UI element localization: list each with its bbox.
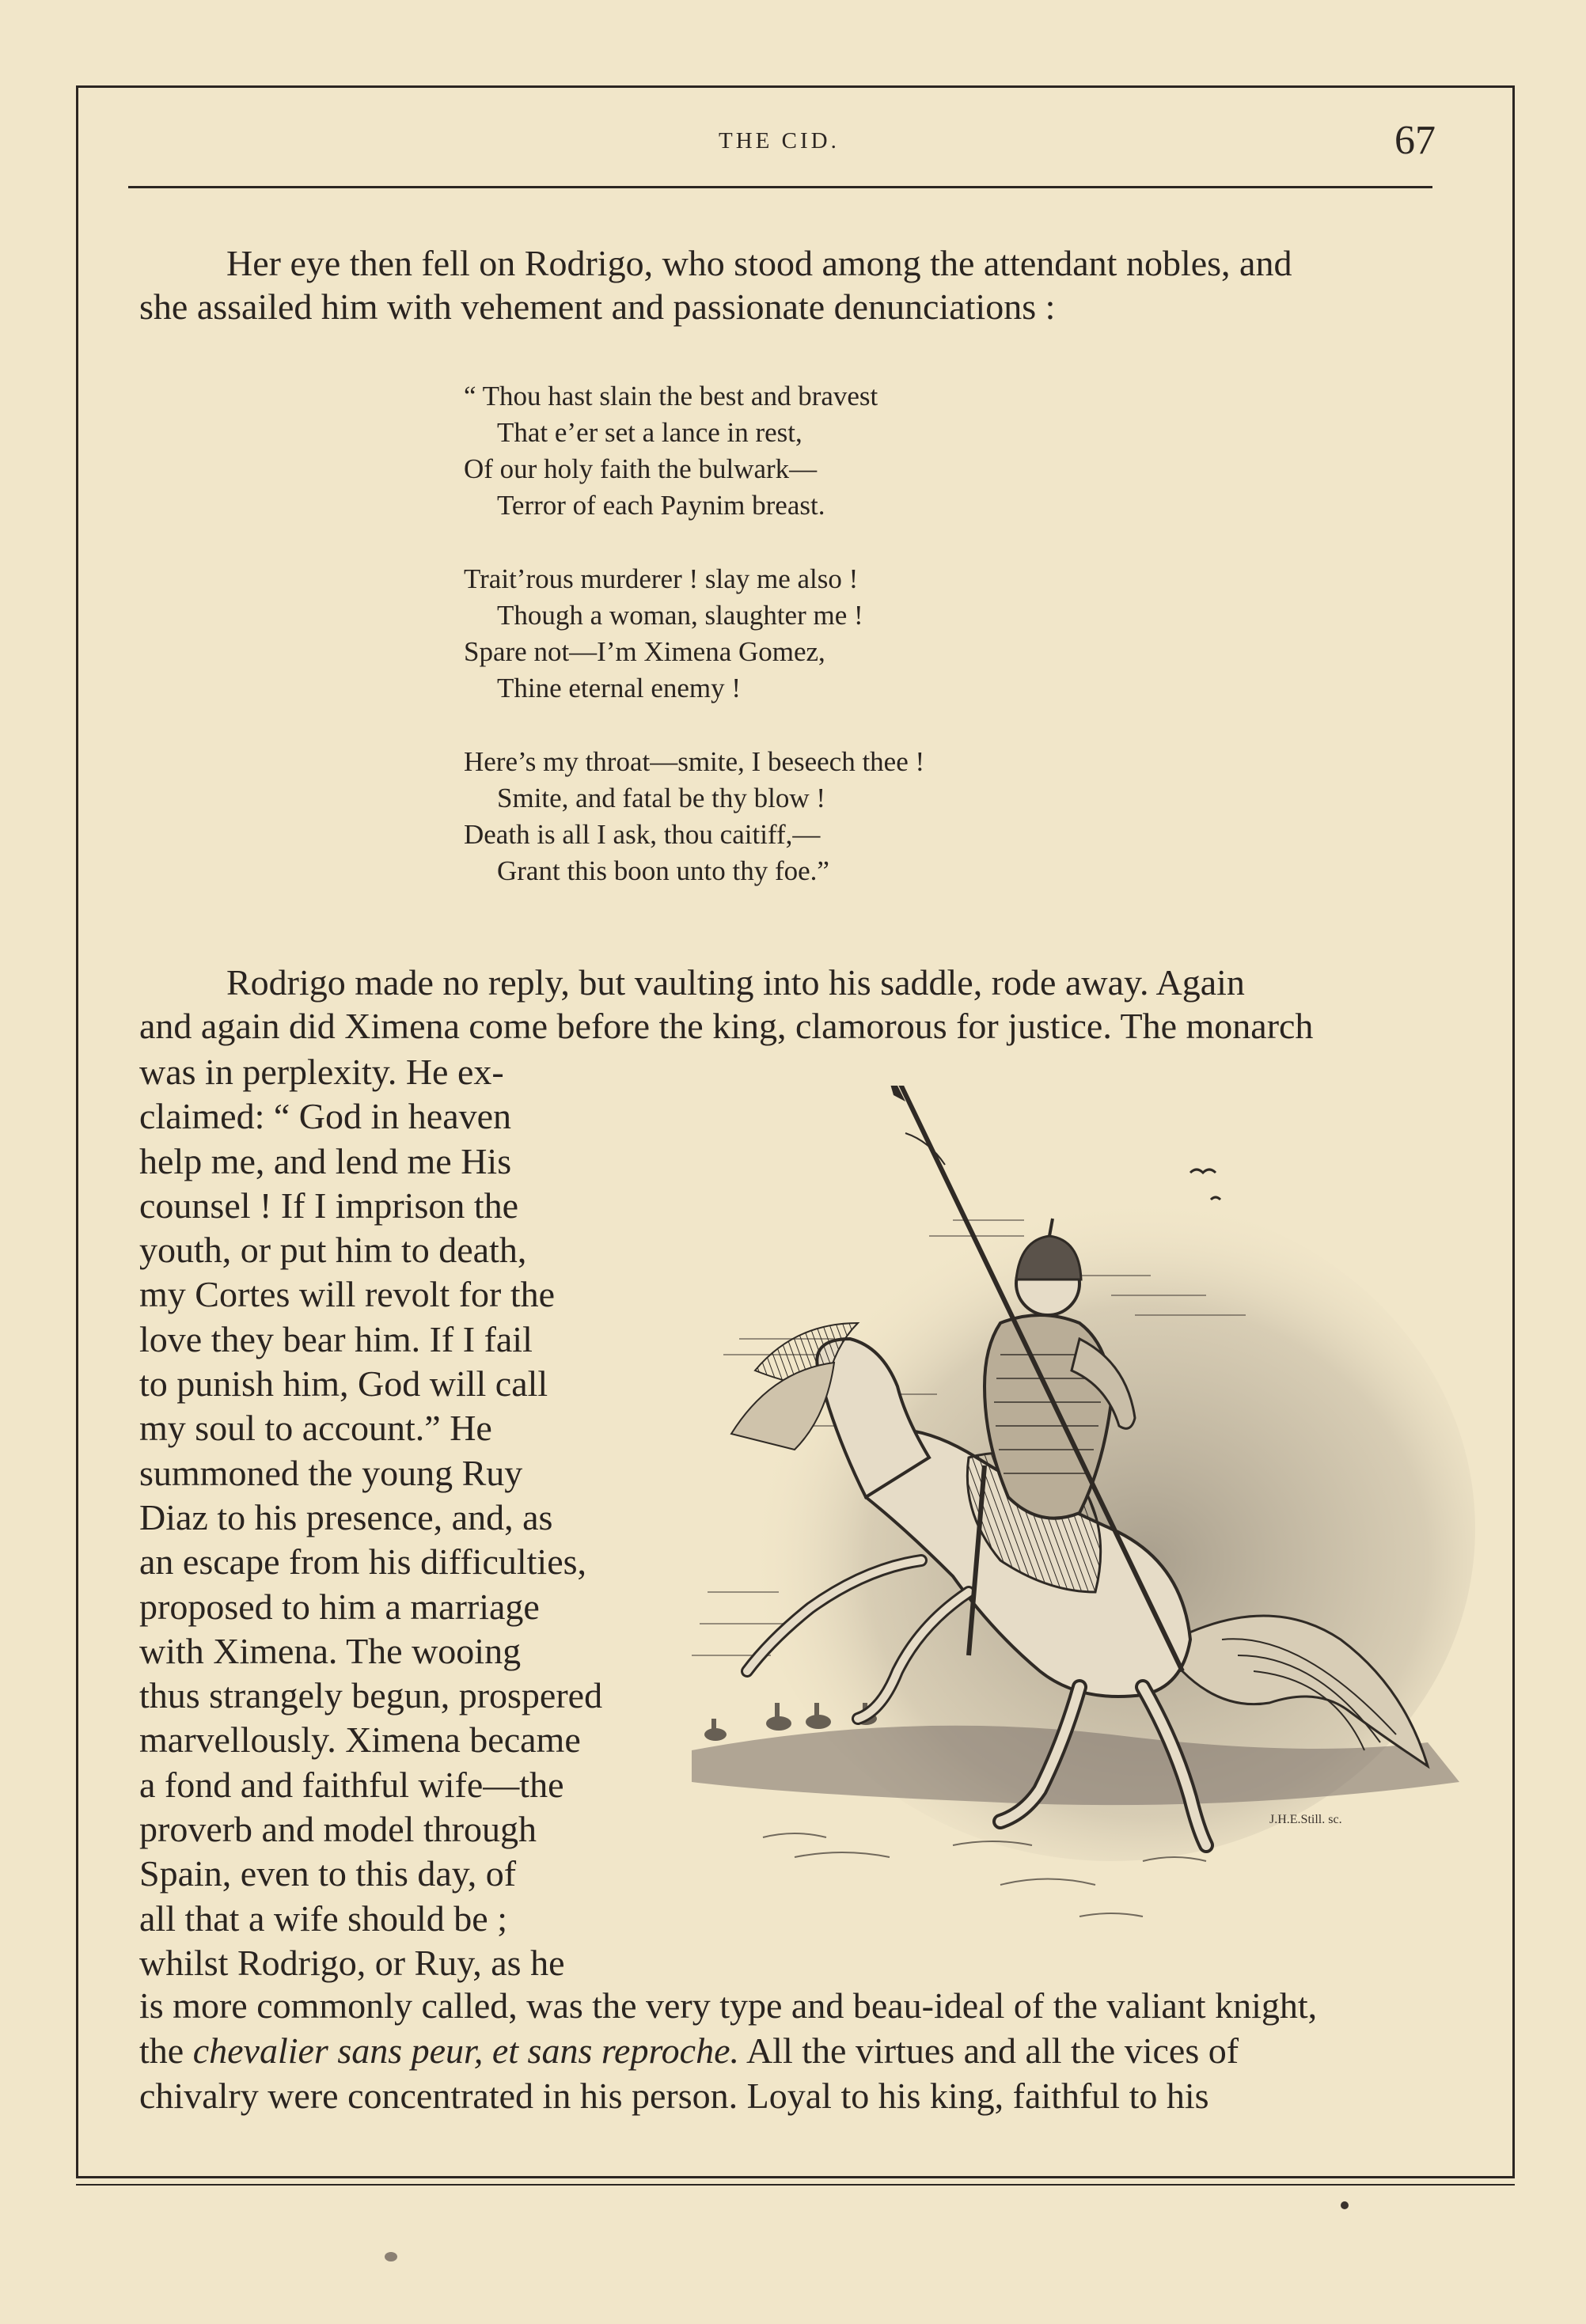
engraving-knight-on-horse <box>668 1086 1501 1959</box>
page-number: 67 <box>1394 118 1436 163</box>
text-line: counsel ! If I imprison the <box>139 1185 519 1226</box>
text-line: love they bear him. If I fail <box>139 1318 533 1359</box>
paragraph-main-column <box>139 1050 639 1985</box>
text-line: thus strangely begun, prospered <box>139 1675 603 1716</box>
text-line: Her eye then fell on Rodrigo, who stood among the attendant nobles, and <box>226 243 1292 283</box>
text-line: she assailed him with vehement and passionate denunciations : <box>139 286 1056 327</box>
verse-line: Spare not—I’m Ximena Gomez, <box>464 636 825 667</box>
text-line: with Ximena. The wooing <box>139 1630 522 1671</box>
text-line: and again did Ximena come before the king, clamorous for justice. The monarch <box>139 1006 1314 1046</box>
paragraph-main-bottom <box>139 1983 1450 2118</box>
text-line: proverb and model through <box>139 1809 537 1850</box>
verse-line: Terror of each Paynim breast. <box>497 490 825 521</box>
verse-line: Grant this boon unto thy foe.” <box>497 855 829 886</box>
text-line: an escape from his difficulties, <box>139 1541 587 1583</box>
verse-line: Death is all I ask, thou caitiff,— <box>464 819 821 850</box>
verse-line: Thine eternal enemy ! <box>497 673 742 703</box>
text-line: my Cortes will revolt for the <box>139 1274 556 1315</box>
text-line: was in perplexity. He ex- <box>139 1052 504 1092</box>
poem-stanza <box>464 561 863 707</box>
text-line: claimed: “ God in heaven <box>139 1096 512 1137</box>
text-line: all that a wife should be ; <box>139 1897 507 1939</box>
paragraph-intro <box>139 241 1445 328</box>
text-line: youth, or put him to death, <box>139 1230 527 1271</box>
verse-line: Though a woman, slaughter me ! <box>497 600 863 631</box>
text-line: whilst Rodrigo, or Ruy, as he <box>139 1942 565 1983</box>
text-line: Diaz to his presence, and, as <box>139 1496 553 1537</box>
verse-line: Of our holy faith the bulwark— <box>464 453 818 484</box>
poem-stanza <box>464 378 878 524</box>
text-line: Spain, even to this day, of <box>139 1853 517 1894</box>
verse-line: That e’er set a lance in rest, <box>497 417 802 448</box>
verse-line: Here’s my throat—smite, I beseech thee ! <box>464 746 925 777</box>
text-line: to punish him, God will call <box>139 1363 548 1405</box>
ink-speck <box>385 2252 397 2261</box>
text-line: summoned the young Ruy <box>139 1452 523 1493</box>
text-line: is more commonly called, was the very type and beau-ideal of the valiant knight, <box>139 1985 1318 2026</box>
paragraph-main-top <box>139 961 1450 1048</box>
poem-stanza <box>464 744 924 889</box>
text-line: Rodrigo made no reply, but vaulting into his saddle, rode away. Again <box>226 962 1245 1003</box>
verse-line: Trait’rous murderer ! slay me also ! <box>464 563 859 594</box>
page-border-bottom-rule <box>76 2184 1515 2186</box>
verse-line: “ Thou hast slain the best and bravest <box>464 381 878 411</box>
text-line: proposed to him a marriage <box>139 1586 540 1627</box>
engraver-signature: J.H.E.Still. sc. <box>1269 1813 1342 1826</box>
italic-phrase: chevalier sans peur, et sans reproche. <box>192 2030 739 2071</box>
text-line: my soul to account.” He <box>139 1408 492 1449</box>
text-line: help me, and lend me His <box>139 1140 512 1181</box>
header-rule <box>128 186 1432 188</box>
text-line: the chevalier sans peur, et sans reproche. All the virtues and all the vices of <box>139 2030 1239 2071</box>
text-line: chivalry were concentrated in his person. Loyal to his king, faithful to his <box>139 2076 1209 2116</box>
running-title: THE CID. <box>719 128 840 154</box>
verse-line: Smite, and fatal be thy blow ! <box>497 783 826 813</box>
text-line: marvellously. Ximena became <box>139 1719 581 1761</box>
text-line: a fond and faithful wife—the <box>139 1764 564 1805</box>
ink-speck <box>1341 2201 1349 2209</box>
